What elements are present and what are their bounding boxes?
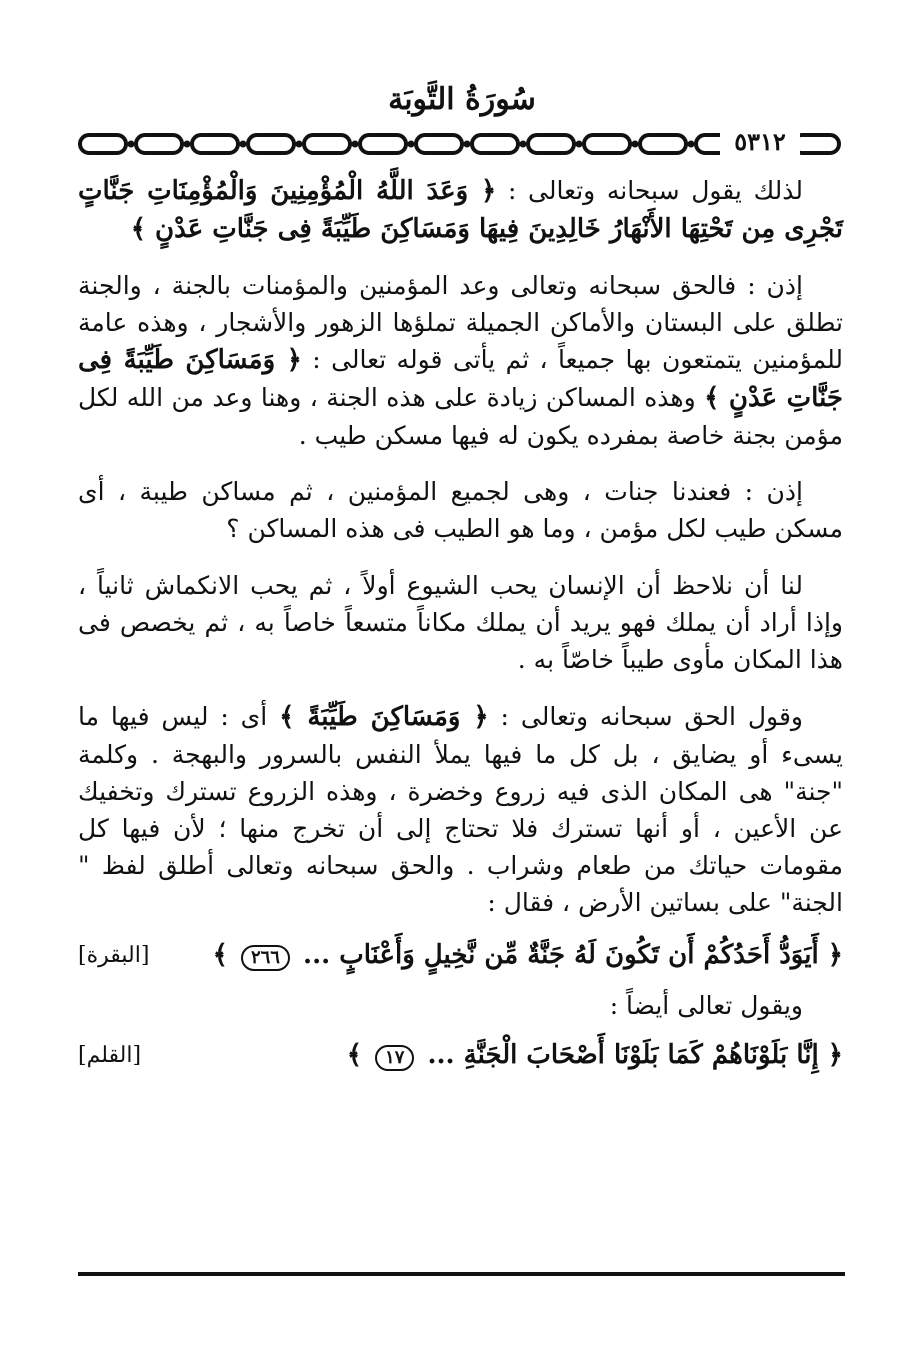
page-number: ٥٣١٢	[720, 124, 800, 160]
verse-block-qalam	[78, 1040, 843, 1071]
quran-quote: ﴿ وَمَسَاكِنَ طَيِّبَةً فِى جَنَّاتِ عَدْنٍ ﴾	[78, 345, 843, 413]
paragraph-text: أى : ليس فيها ما يسىء أو يضايق ، بل كل ما فيها يملأ النفس بالسرور والبهجة . وكلمة "جنة" هى المكان الذى فيه زروع وخضرة ، وهذه الزروع تسترك وتخفيك عن الأعين ، أو أنها تسترك فلا تحتاج إلى أن تخرج منها ؛ لأن فيها كل مقومات حياتك من طعام وشراب . والحق سبحانه وتعالى أطلق لفظ " الجنة" على بساتين الأرض ، فقال :	[78, 702, 843, 917]
quran-quote: ﴿ وَعَدَ اللَّهُ الْمُؤْمِنِينَ وَالْمُؤْمِنَاتِ جَنَّاتٍ تَجْرِى مِن تَحْتِهَا الأَنْهَارُ خَالِدِينَ فِيهَا وَمَسَاكِنَ طَيِّبَةً فِى جَنَّاتِ عَدْنٍ ﴾	[78, 176, 843, 244]
paragraph-text: إذن : فالحق سبحانه وتعالى وعد المؤمنين والمؤمنات بالجنة ، والجنة تطلق على البستان والأماكن الجميلة تملؤها الزهور والأشجار ، وهذه عامة للمؤمنين يتمتعون بها جميعاً ، ثم يأتى قوله تعالى :	[78, 271, 843, 374]
paragraph-3	[78, 473, 843, 548]
paragraph-1	[78, 172, 843, 248]
paragraph-text: وهذه المساكن زيادة على هذه الجنة ، وهنا وعد من الله لكل مؤمن بجنة خاصة بمفرده يكون له فيها مسكن طيب .	[78, 383, 843, 450]
paragraph-text: لنا أن نلاحظ أن الإنسان يحب الشيوع أولاً ، ثم يحب الانكماش ثانياً ، وإذا أراد أن يملك فهو يريد أن يملك مكاناً متسعاً خاصاً به ، ثم يخصص فى هذا المكان مأوى طيباً خاصّاً به .	[78, 571, 843, 674]
quran-verse	[213, 940, 843, 971]
ayah-number-badge: ١٧	[375, 1045, 414, 1071]
paragraph-text: إذن : فعندنا جنات ، وهى لجميع المؤمنين ، ثم مساكن طيبة ، أى مسكن طيب لكل مؤمن ، وما هو الطيب فى هذه المساكن ؟	[78, 477, 843, 543]
footer-rule	[78, 1272, 845, 1276]
quran-verse	[347, 1040, 843, 1071]
surah-reference: [القلم]	[78, 1043, 142, 1068]
verse-text: ﴿ إِنَّا بَلَوْنَاهُمْ كَمَا بَلَوْنَا أَصْحَابَ الْجَنَّةِ ...	[427, 1040, 843, 1070]
verse-block-baqarah	[78, 940, 843, 971]
paragraph-text: لذلك يقول سبحانه وتعالى :	[496, 176, 803, 205]
verse-close-bracket: ﴾	[346, 1040, 362, 1070]
paragraph-5	[78, 698, 843, 921]
verse-text: ﴿ أَيَوَدُّ أَحَدُكُمْ أَن تَكُونَ لَهُ جَنَّةٌ مِّن نَّخِيلٍ وَأَعْنَابٍ ...	[303, 940, 843, 970]
page-body	[78, 172, 843, 1087]
paragraph-text: وقول الحق سبحانه وتعالى :	[488, 702, 803, 731]
surah-title: سُورَةُ التَّوبَة	[388, 82, 536, 117]
ayah-number-badge: ٢٦٦	[241, 945, 290, 971]
paragraph-2	[78, 267, 843, 454]
verse-close-bracket: ﴾	[212, 940, 228, 970]
quran-quote: ﴿ وَمَسَاكِنَ طَيِّبَةً ﴾	[279, 702, 489, 732]
paragraph-4	[78, 567, 843, 679]
surah-reference: [البقرة]	[78, 943, 150, 968]
intro-line: ويقول تعالى أيضاً :	[609, 991, 803, 1020]
